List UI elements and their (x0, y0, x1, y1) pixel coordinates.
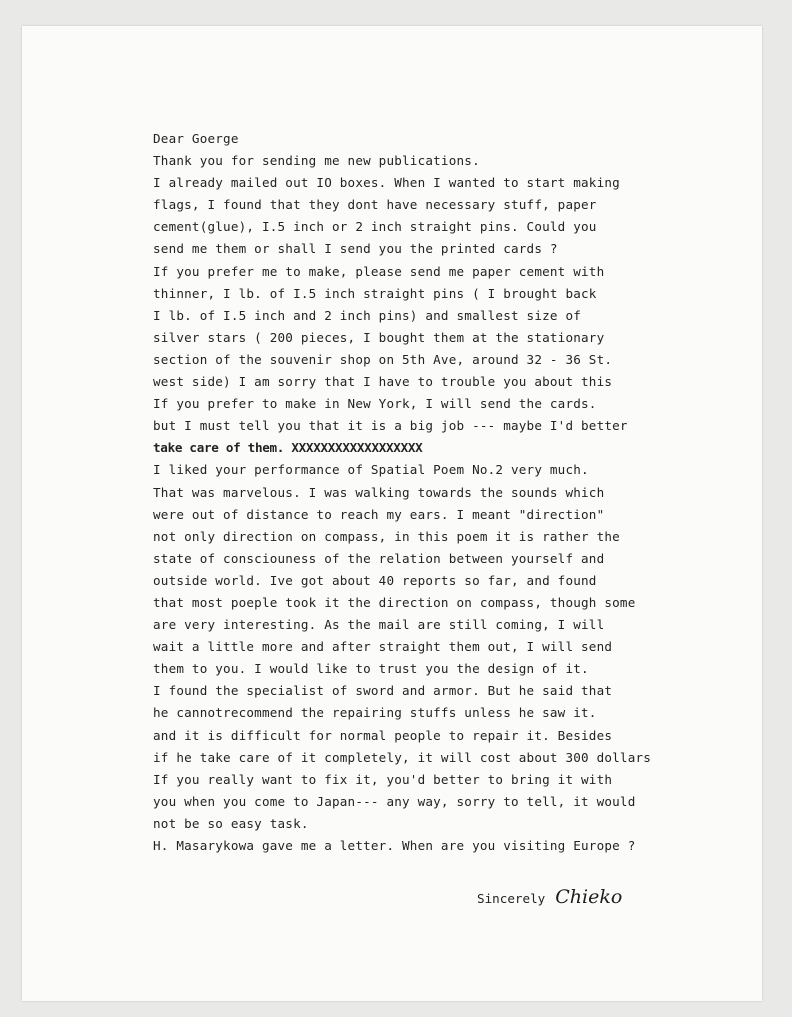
letter-line: If you prefer to make in New York, I will send the cards. (153, 396, 597, 412)
letter-line: send me them or shall I send you the printed cards ? (153, 241, 558, 257)
letter-line: if he take care of it completely, it will cost about 300 dollars (153, 749, 652, 765)
letter-line: I liked your performance of Spatial Poem No.2 very much. (153, 462, 589, 478)
letter-line: them to you. I would like to trust you the design of it. (153, 661, 589, 677)
closing: Sincerely (477, 891, 546, 906)
letter-line: take care of them. XXXXXXXXXXXXXXXXXX (153, 440, 423, 456)
letter-line: you when you come to Japan--- any way, sorry to tell, it would (153, 793, 636, 809)
letter-line: not be so easy task. (153, 815, 309, 831)
letter-page (22, 26, 762, 1001)
letter-line: west side) I am sorry that I have to trouble you about this (153, 374, 613, 390)
letter-line: If you really want to fix it, you'd better to bring it with (153, 771, 613, 787)
letter-line: are very interesting. As the mail are still coming, I will (153, 617, 605, 633)
letter-line: were out of distance to reach my ears. I meant "direction" (153, 506, 605, 522)
letter-line: wait a little more and after straight them out, I will send (153, 639, 613, 655)
letter-line: That was marvelous. I was walking towards the sounds which (153, 484, 605, 500)
letter-line: I lb. of I.5 inch and 2 inch pins) and smallest size of (153, 307, 582, 323)
letter-line: that most poeple took it the direction on compass, though some (153, 594, 636, 610)
letter-line: silver stars ( 200 pieces, I bought them at the stationary (153, 329, 605, 345)
letter-line: section of the souvenir shop on 5th Ave, around 32 - 36 St. (153, 351, 613, 367)
letter-line: thinner, I lb. of I.5 inch straight pins ( I brought back (153, 285, 597, 301)
letter-line: Thank you for sending me new publications. (153, 153, 480, 169)
letter-body (153, 128, 673, 857)
letter-line: If you prefer me to make, please send me paper cement with (153, 263, 605, 279)
letter-line: but I must tell you that it is a big job --- maybe I'd better (153, 418, 628, 434)
signoff (477, 884, 622, 906)
letter-line: outside world. Ive got about 40 reports so far, and found (153, 572, 597, 588)
salutation: Dear Goerge (153, 131, 239, 146)
letter-line: I found the specialist of sword and armor. But he said that (153, 683, 613, 699)
letter-line: not only direction on compass, in this poem it is rather the (153, 528, 620, 544)
letter-line: flags, I found that they dont have necessary stuff, paper (153, 197, 597, 213)
letter-line: he cannotrecommend the repairing stuffs unless he saw it. (153, 705, 597, 721)
letter-line: I already mailed out IO boxes. When I wanted to start making (153, 175, 620, 191)
letter-line: state of consciouness of the relation between yourself and (153, 550, 605, 566)
letter-line: cement(glue), I.5 inch or 2 inch straight pins. Could you (153, 219, 597, 235)
letter-line: H. Masarykowa gave me a letter. When are you visiting Europe ? (153, 838, 636, 853)
handwritten-signature: Chieko (555, 886, 623, 908)
letter-line: and it is difficult for normal people to repair it. Besides (153, 727, 613, 743)
